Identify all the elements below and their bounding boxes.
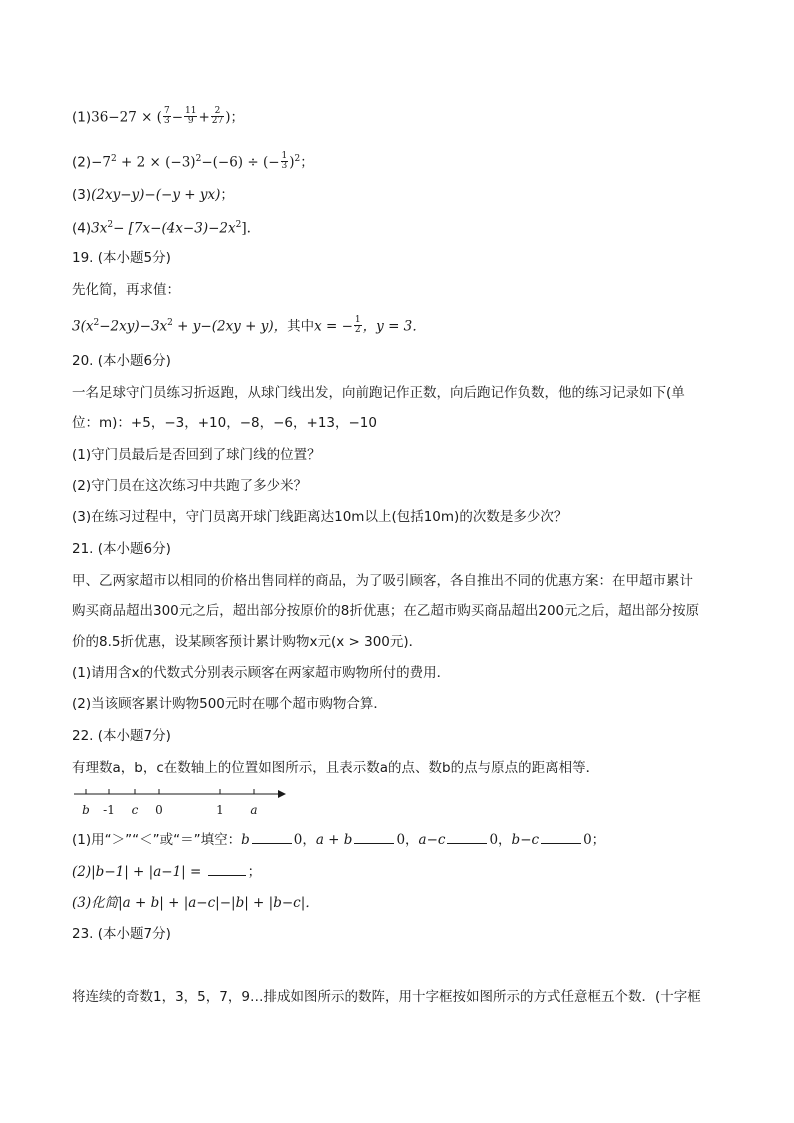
- tick-label: 0: [155, 803, 163, 817]
- exponent: 2: [195, 154, 202, 164]
- expr-end: ].: [241, 220, 251, 237]
- expr-part: (2)|b−1| + |a−1| =: [72, 864, 206, 880]
- expr-part: 3(x: [72, 318, 94, 335]
- problem-18-2: [72, 150, 314, 172]
- expr-end: )；: [225, 109, 245, 126]
- expr-part: ): [289, 154, 295, 171]
- problem-18-4: [72, 216, 251, 238]
- question-23-text: 将连续的奇数1，3，5，7，9…排成如图所示的数阵，用十字框按如图所示的方式任意框五个数．(十字框: [72, 989, 701, 1005]
- denominator: 9: [187, 116, 194, 126]
- problem-18-3: [72, 186, 234, 204]
- answer-blank[interactable]: [447, 831, 487, 844]
- question-22-sub-1: [72, 831, 605, 849]
- question-21-text-line1: 甲、乙两家超市以相同的价格出售同样的商品，为了吸引顾客，各自推出不同的优惠方案：在甲超市累计: [72, 573, 693, 589]
- expr-part: −2xy)−3x: [99, 318, 168, 335]
- expr-part: −7: [91, 154, 112, 171]
- answer-blank[interactable]: [252, 831, 292, 844]
- expr-part: 0，: [293, 832, 316, 848]
- question-22-heading: 22. (本小题7分): [72, 728, 171, 744]
- question-20-sub-1: (1)守门员最后是否回到了球门线的位置？: [72, 447, 321, 463]
- exponent: 2: [93, 318, 100, 328]
- expr-part: 3x: [91, 220, 108, 237]
- question-21-text-line3: 价的8.5折优惠，设某顾客预计累计购物x元(x > 300元)．: [72, 634, 423, 650]
- question-19-text: 先化简，再求值：: [72, 282, 180, 298]
- expr-part: a + b: [315, 832, 353, 848]
- question-21-heading: 21. (本小题6分): [72, 541, 171, 557]
- answer-blank[interactable]: [541, 831, 581, 844]
- denominator: 27: [211, 116, 224, 126]
- item-label: (1): [72, 109, 92, 126]
- question-20-text-line2: 位：m)：+5，−3，+10，−8，−6，+13，−10: [72, 415, 377, 431]
- expr-end: ；: [300, 154, 314, 171]
- exponent: 2: [235, 220, 242, 230]
- expr-part: + 2 × (−3): [116, 154, 196, 171]
- answer-blank[interactable]: [354, 831, 394, 844]
- expr-part: 0，: [489, 832, 512, 848]
- numerator: 11: [185, 106, 197, 116]
- question-22-sub-2: [72, 863, 261, 881]
- question-22-sub-3: (3)化简|a + b| + |a−c|−|b| + |b−c|．: [72, 895, 319, 911]
- expr-part: ，y = 3．: [362, 318, 426, 335]
- numerator: 7: [163, 106, 170, 116]
- tick-label: 1: [216, 803, 224, 817]
- expr-part: 0；: [583, 832, 606, 848]
- fraction: [163, 107, 171, 126]
- operator: +: [198, 109, 210, 126]
- exponent: 2: [167, 318, 173, 328]
- numerator: 1: [281, 151, 288, 161]
- exponent: 2: [294, 154, 301, 164]
- denominator: 3: [163, 116, 170, 126]
- question-19-heading: 19. (本小题5分): [72, 250, 171, 266]
- expr-part: x = −: [314, 318, 353, 335]
- fraction: [281, 152, 289, 171]
- expr-end: ；: [247, 864, 262, 880]
- tick-label: a: [250, 803, 258, 817]
- expr-part: 36−27 × (: [91, 109, 162, 126]
- expr-part: − [7x−(4x−3)−2x: [113, 220, 236, 237]
- question-20-sub-3: (3)在练习过程中，守门员离开球门线距离达10m以上(包括10m)的次数是多少次？: [72, 509, 568, 525]
- denominator: 3: [281, 161, 288, 171]
- tick-label: b: [82, 803, 90, 817]
- denominator: 2: [354, 325, 361, 335]
- item-label: (2): [72, 154, 92, 171]
- question-19-expression: [72, 314, 426, 336]
- question-22-text: 有理数a，b，c在数轴上的位置如图所示，且表示数a的点、数b的点与原点的距离相等．: [72, 760, 600, 776]
- expr-text: 其中: [287, 318, 315, 335]
- item-label: (3): [72, 187, 92, 203]
- expr-part: a−c: [418, 832, 446, 848]
- expr-part: −(−6) ÷ (−: [201, 154, 280, 171]
- expr-end: ；: [220, 187, 234, 203]
- numerator: 2: [211, 107, 224, 117]
- tick-label: -1: [103, 803, 115, 817]
- question-20-sub-2: (2)守门员在这次练习中共跑了多少米？: [72, 478, 308, 494]
- expr-part: b−c: [511, 832, 540, 848]
- expr-part: 0，: [396, 832, 419, 848]
- question-23-heading: 23. (本小题7分): [72, 926, 171, 942]
- fraction: [354, 316, 362, 335]
- number-line: [68, 786, 288, 822]
- arrow-right-icon: [278, 790, 286, 798]
- exponent: 2: [111, 154, 117, 164]
- question-21-sub-1: (1)请用含x的代数式分别表示顾客在两家超市购物所付的费用．: [72, 665, 451, 681]
- exponent: 2: [107, 220, 114, 230]
- answer-blank[interactable]: [208, 863, 246, 876]
- fraction: [211, 107, 224, 126]
- number-line-ticks: [82, 789, 257, 817]
- tick-label: c: [131, 803, 139, 817]
- question-20-text-line1: 一名足球守门员练习折返跑，从球门线出发，向前跑记作正数，向后跑记作负数，他的练习记录如下(单: [72, 385, 685, 401]
- question-21-text-line2: 购买商品超出300元之后，超出部分按原价的8折优惠；在乙超市购买商品超出200元之后，超出部分按原: [72, 603, 700, 619]
- numerator: 1: [354, 315, 361, 325]
- question-21-sub-2: (2)当该顾客累计购物500元时在哪个超市购物合算．: [72, 696, 387, 712]
- item-label: (4): [72, 220, 92, 237]
- question-20-heading: 20. (本小题6分): [72, 353, 171, 369]
- expr-part: b: [241, 832, 250, 848]
- fraction: [184, 107, 197, 126]
- operator: −: [171, 109, 184, 126]
- problem-18-1: [72, 108, 244, 127]
- sub-text: (1)用“＞”“＜”或“＝”填空：: [72, 832, 242, 848]
- expression: (2xy−y)−(−y + yx): [91, 187, 221, 203]
- expr-part: + y−(2xy + y)，: [172, 318, 288, 335]
